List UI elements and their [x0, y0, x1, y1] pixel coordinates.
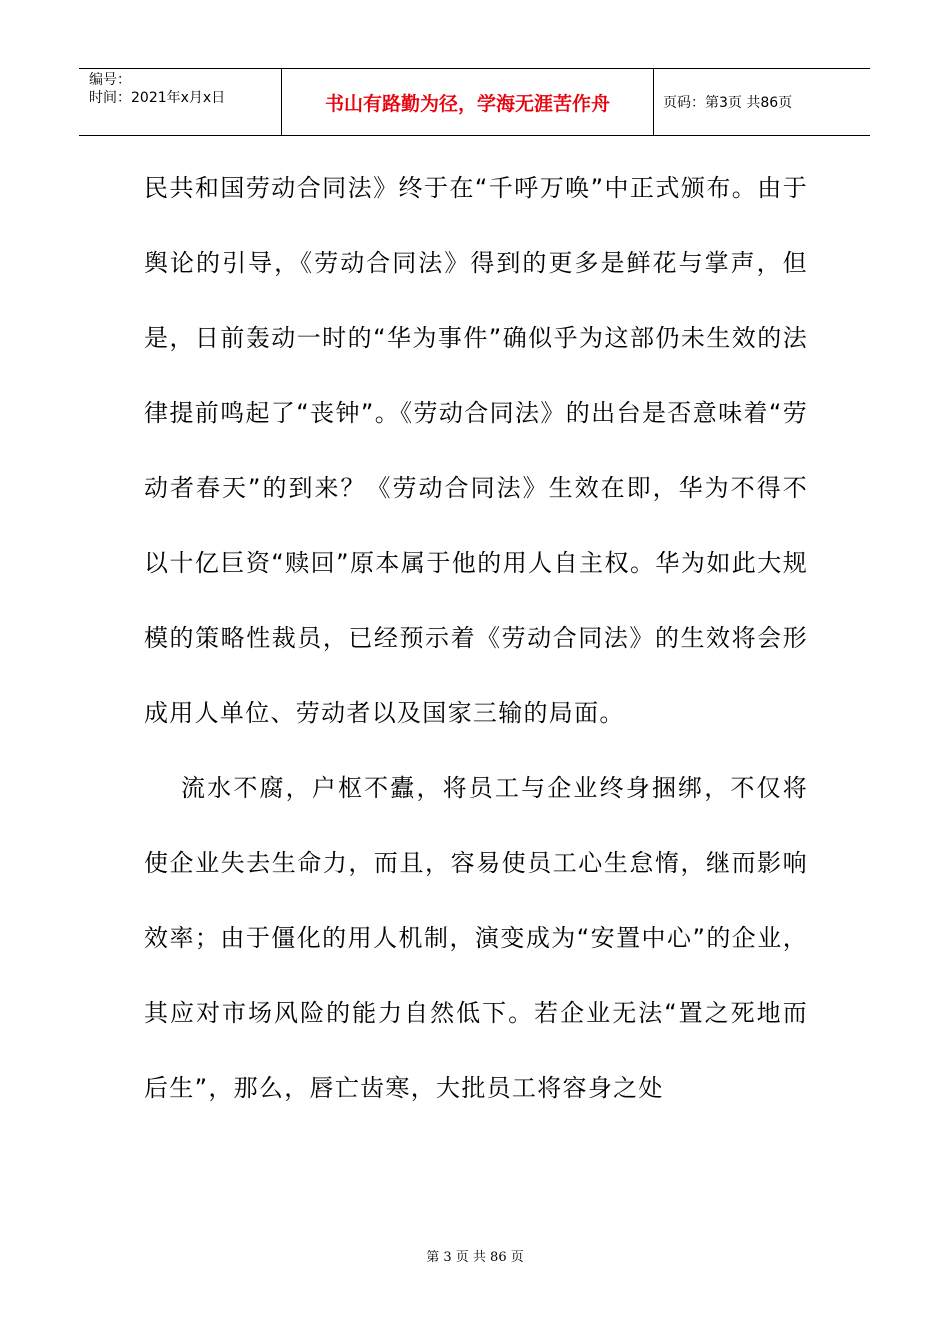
document-date: 时间：2021年x月x日	[89, 90, 226, 106]
document-body	[144, 151, 808, 1126]
header-divider	[653, 69, 654, 135]
header-motto: 书山有路勤为径，学海无涯苦作舟	[324, 93, 610, 115]
body-paragraph: 民共和国劳动合同法》终于在“千呼万唤”中正式颁布。由于舆论的引导，《劳动合同法》得到的更多是鲜花与掌声，但是，日前轰动一时的“华为事件”确似乎为这部仍未生效的法律提前鸣起了“丧钟”。《劳动合同法》的出台是否意味着“劳动者春天”的到来？《劳动合同法》生效在即，华为不得不以十亿巨资“赎回”原本属于他的用人自主权。华为如此大规模的策略性裁员，已经预示着《劳动合同法》的生效将会形成用人单位、劳动者以及国家三输的局面。	[144, 174, 808, 727]
header-page-info: 页码：第3页 共86页	[663, 95, 793, 111]
page-header	[79, 68, 870, 136]
page-footer: 第 3 页 共 86 页	[426, 1250, 524, 1265]
header-meta	[89, 71, 225, 107]
document-number-label: 编号：	[89, 72, 131, 88]
body-paragraph: 流水不腐，户枢不蠹，将员工与企业终身捆绑，不仅将使企业失去生命力，而且，容易使员工心生怠惰，继而影响效率；由于僵化的用人机制，演变成为“安置中心”的企业，其应对市场风险的能力自然低下。若企业无法“置之死地而后生”，那么，唇亡齿寒，大批员工将容身之处	[144, 774, 808, 1102]
